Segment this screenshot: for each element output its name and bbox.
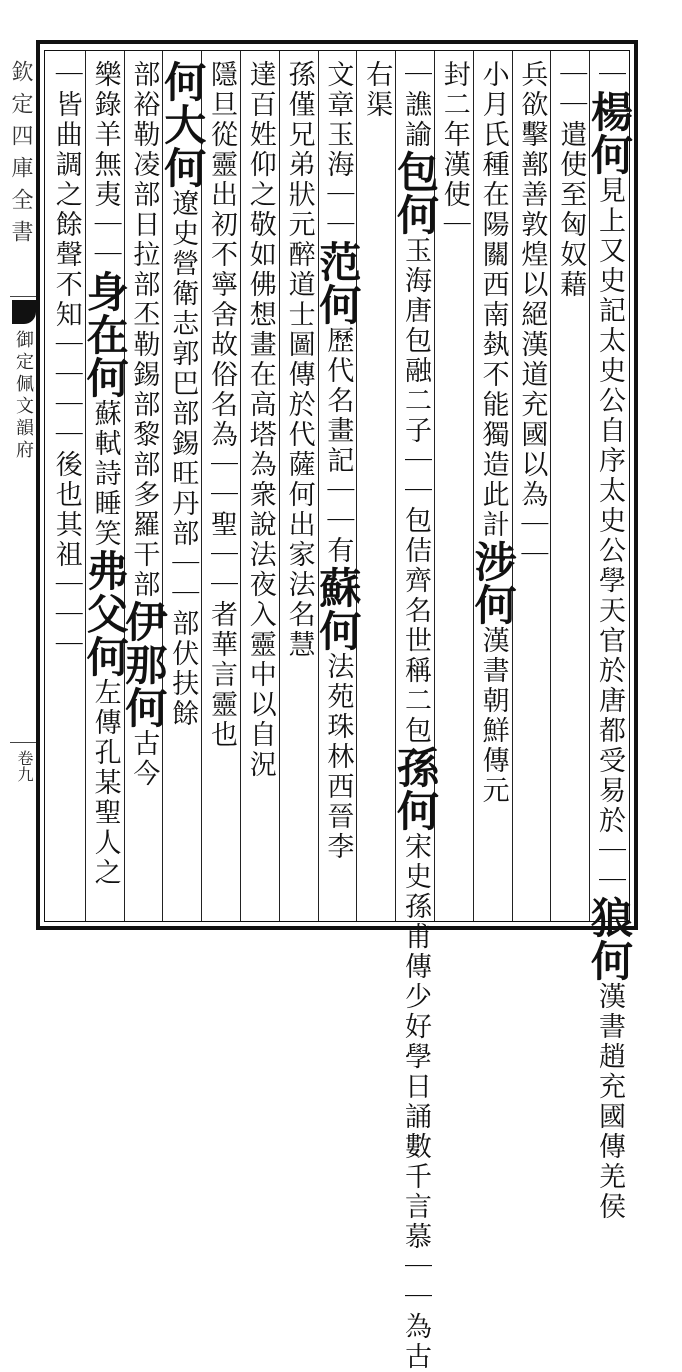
entry-text: 法苑珠林西晉李	[322, 652, 354, 862]
margin-fishtail-mark	[12, 300, 36, 324]
entry-text: 後也其祖｜｜｜	[50, 450, 82, 660]
text-column	[584, 60, 634, 1222]
entry-text: 見上又史記太史公自序太史公學天官於唐都受易於｜｜	[593, 176, 625, 896]
entry-text: 部裕勒凌部日拉部丕勒錫部黎部多羅干部	[128, 60, 160, 600]
entry-text: ｜｜遣使至匈奴藉	[555, 60, 587, 300]
entry-text: 文章玉海｜｜	[322, 60, 354, 240]
entry-text: 漢書朝鮮傳元	[477, 626, 509, 806]
entry-headword: 狼何	[584, 896, 634, 982]
entry-headword: 孫何	[390, 746, 440, 832]
entry-text: 漢書趙充國傳羌侯	[593, 982, 625, 1222]
entry-text: 孫僅兄弟狀元	[283, 60, 315, 240]
entry-text: 醉道士圖傳於代	[283, 240, 315, 450]
entry-headword: 伊那何	[119, 600, 169, 729]
entry-text: 右渠	[361, 60, 393, 120]
column-rule	[240, 51, 241, 921]
entry-text: 不知｜｜｜｜	[50, 270, 82, 450]
text-column	[80, 60, 130, 915]
entry-text: 宋史孫甫傳少好學日誦數千言慕｜｜為古	[399, 832, 431, 1372]
column-rule	[589, 51, 590, 921]
text-column	[119, 60, 169, 915]
text-column	[281, 60, 316, 915]
entry-text: 遼史營衛志郭巴部錫旺丹部｜｜部伏扶餘	[167, 189, 199, 729]
entry-text: ｜譙諭	[399, 60, 431, 150]
entry-text: 達百姓仰之敬如佛想畫在高塔為衆說法夜入靈中以自況	[244, 60, 276, 780]
entry-headword: 身在何	[80, 270, 130, 399]
entry-text: 兵欲擊鄯善敦煌以絕漢道充國以為｜｜	[516, 60, 548, 570]
entry-text: ｜	[593, 60, 625, 90]
column-rule	[356, 51, 357, 921]
entry-headword: 蘇何	[313, 566, 363, 652]
entry-text: 樂錄羊無夷｜｜	[89, 60, 121, 270]
entry-headword: 涉何	[468, 540, 518, 626]
margin-collection-title: 欽定四庫全書	[8, 60, 33, 252]
entry-headword: 何大何	[158, 60, 208, 189]
entry-headword: 包何	[390, 150, 440, 236]
entry-text: 隱旦從靈出初不寧舍故俗名為｜｜聖｜｜者華言靈也	[205, 60, 237, 750]
text-column	[436, 60, 471, 915]
margin-rule-top	[10, 296, 36, 297]
text-column	[242, 60, 277, 915]
text-column	[48, 60, 83, 915]
text-column	[514, 60, 549, 915]
entry-text: 小月氏種在陽關西南埶不能獨造此計	[477, 60, 509, 540]
entry-headword: 范何	[313, 240, 363, 326]
entry-headword: 弗父何	[80, 549, 130, 678]
column-rule	[550, 51, 551, 921]
margin-page-number: 卷九	[15, 750, 34, 782]
text-column	[468, 60, 518, 915]
entry-text: ｜皆曲調之餘聲	[50, 60, 82, 270]
text-column	[390, 60, 440, 1372]
entry-text: 蘇軾詩睡笑	[89, 399, 121, 549]
margin-rule-bottom	[10, 742, 36, 743]
entry-text: 古今	[128, 729, 160, 789]
text-column	[158, 60, 208, 915]
text-column	[552, 60, 587, 915]
entry-text: 玉海唐包融二子｜｜包佶齊名世稱二包	[399, 236, 431, 746]
text-column	[358, 60, 393, 915]
text-column	[313, 60, 363, 915]
entry-text: 歷代名畫記｜｜有	[322, 326, 354, 566]
entry-text: 左傳孔某聖人之	[89, 678, 121, 888]
entry-text: 薩何出家法名慧	[283, 450, 315, 660]
text-column	[203, 60, 238, 915]
entry-text: 封二年漢使｜	[438, 60, 470, 240]
margin-book-title: 御定佩文韻府	[13, 330, 34, 462]
entry-headword: 楊何	[584, 90, 634, 176]
